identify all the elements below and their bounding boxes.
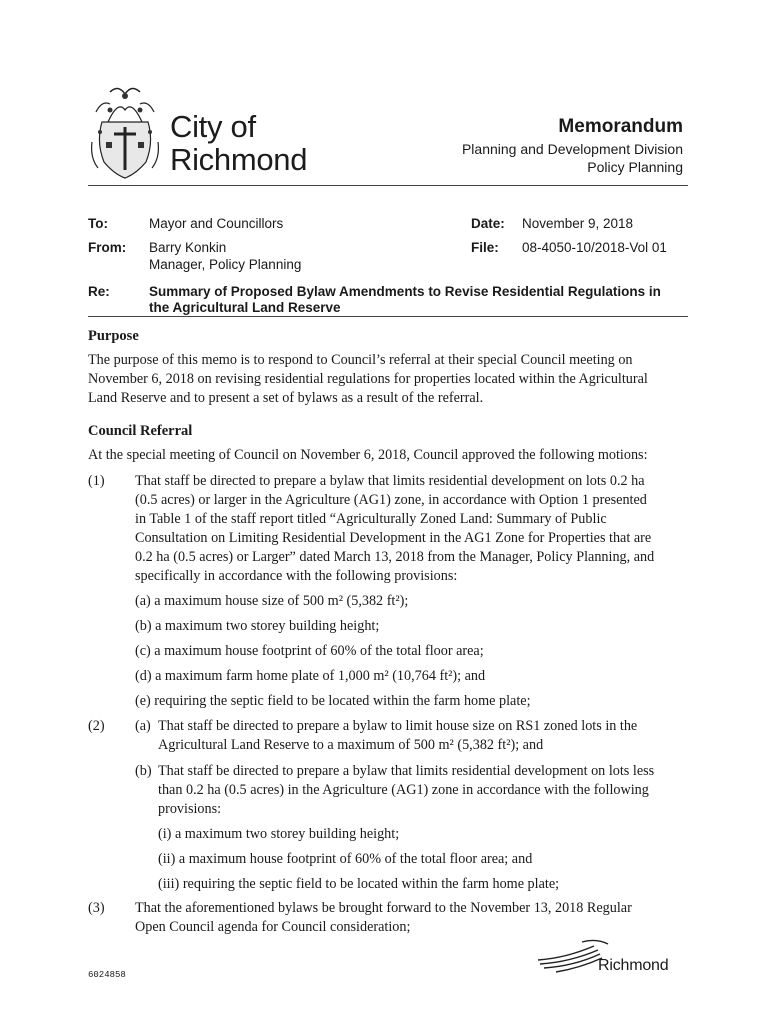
purpose-line: November 6, 2018 on revising residential regulations for properties located within the Agricultural [88, 371, 648, 387]
sub-motion-label: (b) [135, 763, 152, 779]
motion-line: 0.2 ha (0.5 acres) or Larger” dated March 13, 2018 from the Manager, Policy Planning, and [135, 549, 655, 565]
from-name: Barry Konkin [149, 240, 227, 255]
motion-number: (2) [88, 718, 105, 734]
motion-line: in Table 1 of the staff report titled “Agriculturally Zoned Land: Summary of Public [135, 511, 607, 527]
city-name-line2: Richmond [170, 142, 308, 177]
city-crest-logo [88, 82, 162, 182]
motion-number: (1) [88, 473, 105, 489]
document-id: 6024858 [88, 970, 126, 980]
subject-divider [88, 316, 688, 317]
motion-line: That the aforementioned bylaws be brought forward to the November 13, 2018 Regular [135, 900, 632, 916]
provision-item: (a) a maximum house size of 500 m² (5,382 ft²); [135, 593, 409, 609]
motion-line: That staff be directed to prepare a bylaw to limit house size on RS1 zoned lots in the [158, 718, 638, 734]
motion-line: Consultation on Limiting Residential Development in the AG1 Zone for Properties that are [135, 530, 652, 546]
provision-item: (ii) a maximum house footprint of 60% of the total floor area; and [158, 851, 533, 867]
provision-item: (c) a maximum house footprint of 60% of the total floor area; [135, 643, 484, 659]
provision-item: (i) a maximum two storey building height; [158, 826, 400, 842]
purpose-line: Land Reserve and to present a set of bylaws as a result of the referral. [88, 390, 484, 406]
to-label: To: [88, 216, 108, 231]
provision-item: (b) a maximum two storey building height; [135, 618, 380, 634]
motion-line: specifically in accordance with the following provisions: [135, 568, 458, 584]
motion-line: (0.5 acres) or larger in the Agriculture (AG1) zone, in accordance with Option 1 presented [135, 492, 647, 508]
re-subject-line1: Summary of Proposed Bylaw Amendments to Revise Residential Regulations in [149, 284, 661, 299]
header-divider [88, 185, 688, 186]
sub-motion-label: (a) [135, 718, 151, 734]
purpose-line: The purpose of this memo is to respond to Council’s referral at their special Council meeting on [88, 352, 633, 368]
memo-title: Memorandum [558, 116, 683, 137]
motion-line: Open Council agenda for Council consideration; [135, 919, 411, 935]
to-value: Mayor and Councillors [149, 216, 284, 231]
motion-line: That staff be directed to prepare a bylaw that limits residential development on lots less [158, 763, 655, 779]
motion-number: (3) [88, 900, 105, 916]
re-label: Re: [88, 284, 110, 299]
from-label: From: [88, 240, 127, 255]
motion-line: That staff be directed to prepare a bylaw that limits residential development on lots 0.2 ha [135, 473, 645, 489]
file-value: 08-4050-10/2018-Vol 01 [522, 240, 667, 255]
provision-item: (d) a maximum farm home plate of 1,000 m² (10,764 ft²); and [135, 668, 486, 684]
motion-line: than 0.2 ha (0.5 acres) in the Agriculture (AG1) zone in accordance with the following [158, 782, 649, 798]
file-label: File: [471, 240, 499, 255]
re-subject-line2: the Agricultural Land Reserve [149, 300, 341, 315]
provision-item: (iii) requiring the septic field to be located within the farm home plate; [158, 876, 560, 892]
city-name-line1: City of [170, 109, 256, 144]
motion-line: Agricultural Land Reserve to a maximum of 500 m² (5,382 ft²); and [158, 737, 544, 753]
date-label: Date: [471, 216, 505, 231]
motion-line: provisions: [158, 801, 222, 817]
referral-intro: At the special meeting of Council on November 6, 2018, Council approved the following motions: [88, 447, 648, 463]
provision-item: (e) requiring the septic field to be located within the farm home plate; [135, 693, 531, 709]
purpose-heading: Purpose [88, 328, 139, 344]
footer-logo-text: Richmond [598, 957, 669, 974]
from-title: Manager, Policy Planning [149, 257, 302, 272]
department-name: Policy Planning [587, 159, 683, 175]
date-value: November 9, 2018 [522, 216, 634, 231]
division-name: Planning and Development Division [461, 141, 683, 157]
referral-heading: Council Referral [88, 423, 193, 439]
